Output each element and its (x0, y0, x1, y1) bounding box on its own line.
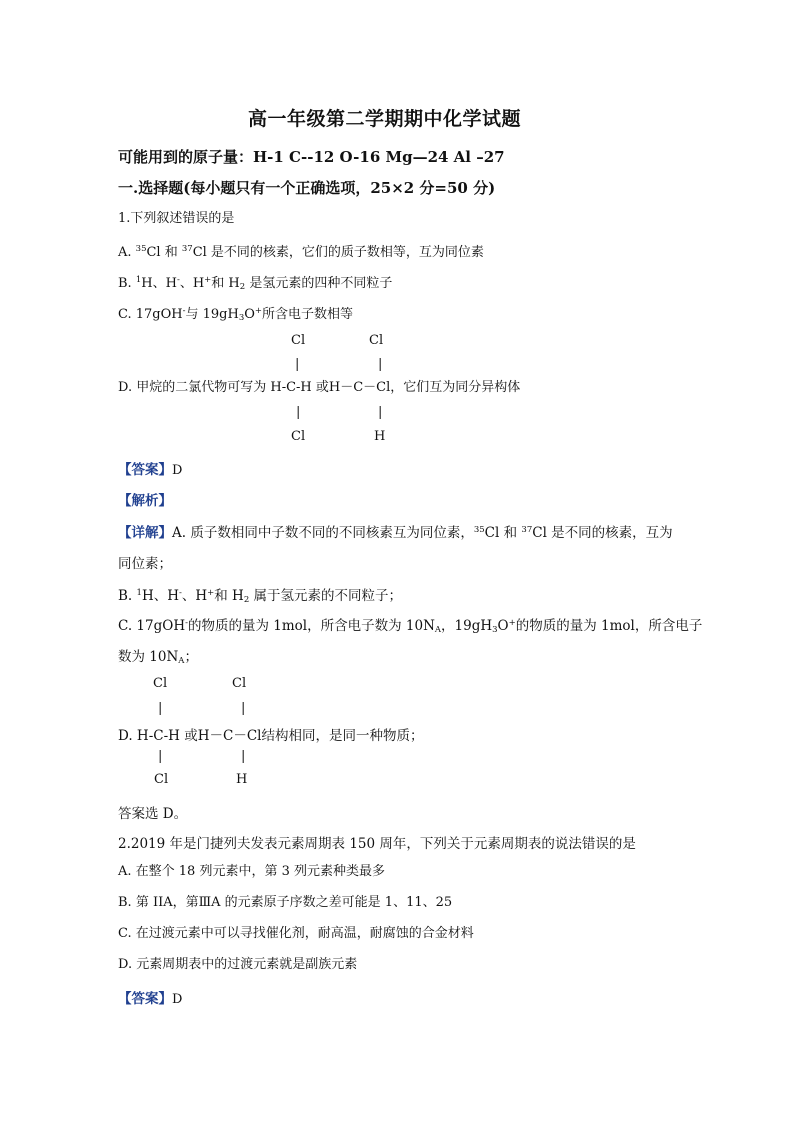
detail-d-bottom-h: H (236, 772, 248, 787)
q1-d-bond-top-1: | (295, 357, 300, 372)
atomic-masses: 可能用到的原子量：H-1 C--12 O-16 Mg—24 Al –27 (118, 148, 505, 166)
detail-a: 【详解】A. 质子数相同中子数不同的不同核素互为同位素，$^{35}$Cl 和 $^{37}$Cl 是不同的核素，互为 (118, 525, 673, 541)
answer-value: D (172, 463, 183, 478)
detail-d: D. H-C-H 或H－C－Cl结构相同，是同一种物质； (118, 728, 424, 744)
detail-d-bottom-cl: Cl (154, 772, 169, 787)
detail-d-bond-bottom-1: | (158, 749, 163, 764)
q2-stem: 2.2019 年是门捷列夫发表元素周期表 150 周年，下列关于元素周期表的说法错误的是 (118, 836, 636, 852)
q2-option-c: C. 在过渡元素中可以寻找催化剂，耐高温，耐腐蚀的合金材料 (118, 926, 474, 941)
answer-tag: 【答案】 (118, 991, 172, 1007)
q1-d-bond-bottom-1: | (296, 405, 301, 420)
q1-d-top-cl-2: Cl (369, 333, 384, 348)
section-heading: 一.选择题(每小题只有一个正确选项，25×2 分=50 分) (118, 179, 496, 197)
answer-value: D (172, 992, 183, 1007)
detail-tag: 【详解】 (118, 525, 172, 541)
detail-d-bond-top-2: | (241, 701, 246, 716)
q2-option-a: A. 在整个 18 列元素中，第 3 列元素种类最多 (118, 864, 385, 879)
detail-d-bond-top-1: | (158, 701, 163, 716)
detail-d-top-cl-2: Cl (232, 676, 247, 691)
detail-d-bond-bottom-2: | (241, 749, 246, 764)
q1-d-bottom-cl: Cl (291, 429, 306, 444)
detail-b: B. $^1$H、H-、H+和 $H_2$ 属于氢元素的不同粒子； (118, 588, 403, 605)
q1-d-bond-top-2: | (378, 357, 383, 372)
detail-d-top-cl-1: Cl (153, 676, 168, 691)
answer-tag: 【答案】 (118, 462, 172, 478)
detail-c-continued: 数为 $10N_A$； (118, 649, 198, 666)
q2-option-b: B. 第 IIA，第ⅢA 的元素原子序数之差可能是 1、11、25 (118, 895, 453, 910)
q1-d-top-cl-1: Cl (291, 333, 306, 348)
analysis-tag: 【解析】 (118, 493, 172, 509)
q1-option-d: D. 甲烷的二氯代物可写为 H-C-H 或H－C－Cl，它们互为同分异构体 (118, 380, 521, 395)
q1-option-c: C. 17gOH-与 $19gH_3O^+$所含电子数相等 (118, 306, 354, 323)
q1-option-b: B. $^1$H、H-、H+和 $H_2$ 是氢元素的四种不同粒子 (118, 275, 393, 292)
detail-a-continued: 同位素； (118, 556, 172, 572)
q1-stem: 1.下列叙述错误的是 (118, 211, 235, 226)
q2-option-d: D. 元素周期表中的过渡元素就是副族元素 (118, 957, 358, 972)
q1-d-bond-bottom-2: | (378, 405, 383, 420)
q1-option-a: A. $^{35}$Cl 和 $^{37}$Cl 是不同的核素，它们的质子数相等，互为同位素 (118, 244, 484, 260)
q2-answer (118, 987, 182, 1008)
q1-answer (118, 458, 182, 479)
q1-conclusion: 答案选 D。 (118, 806, 188, 822)
detail-c: C. 17gOH-的物质的量为 1mol，所含电子数为 $10N_A$，$19gH_3O^+$的物质的量为 1mol，所含电子 (118, 618, 703, 635)
q1-d-bottom-h: H (374, 429, 386, 444)
page-title: 高一年级第二学期期中化学试题 (248, 108, 522, 130)
